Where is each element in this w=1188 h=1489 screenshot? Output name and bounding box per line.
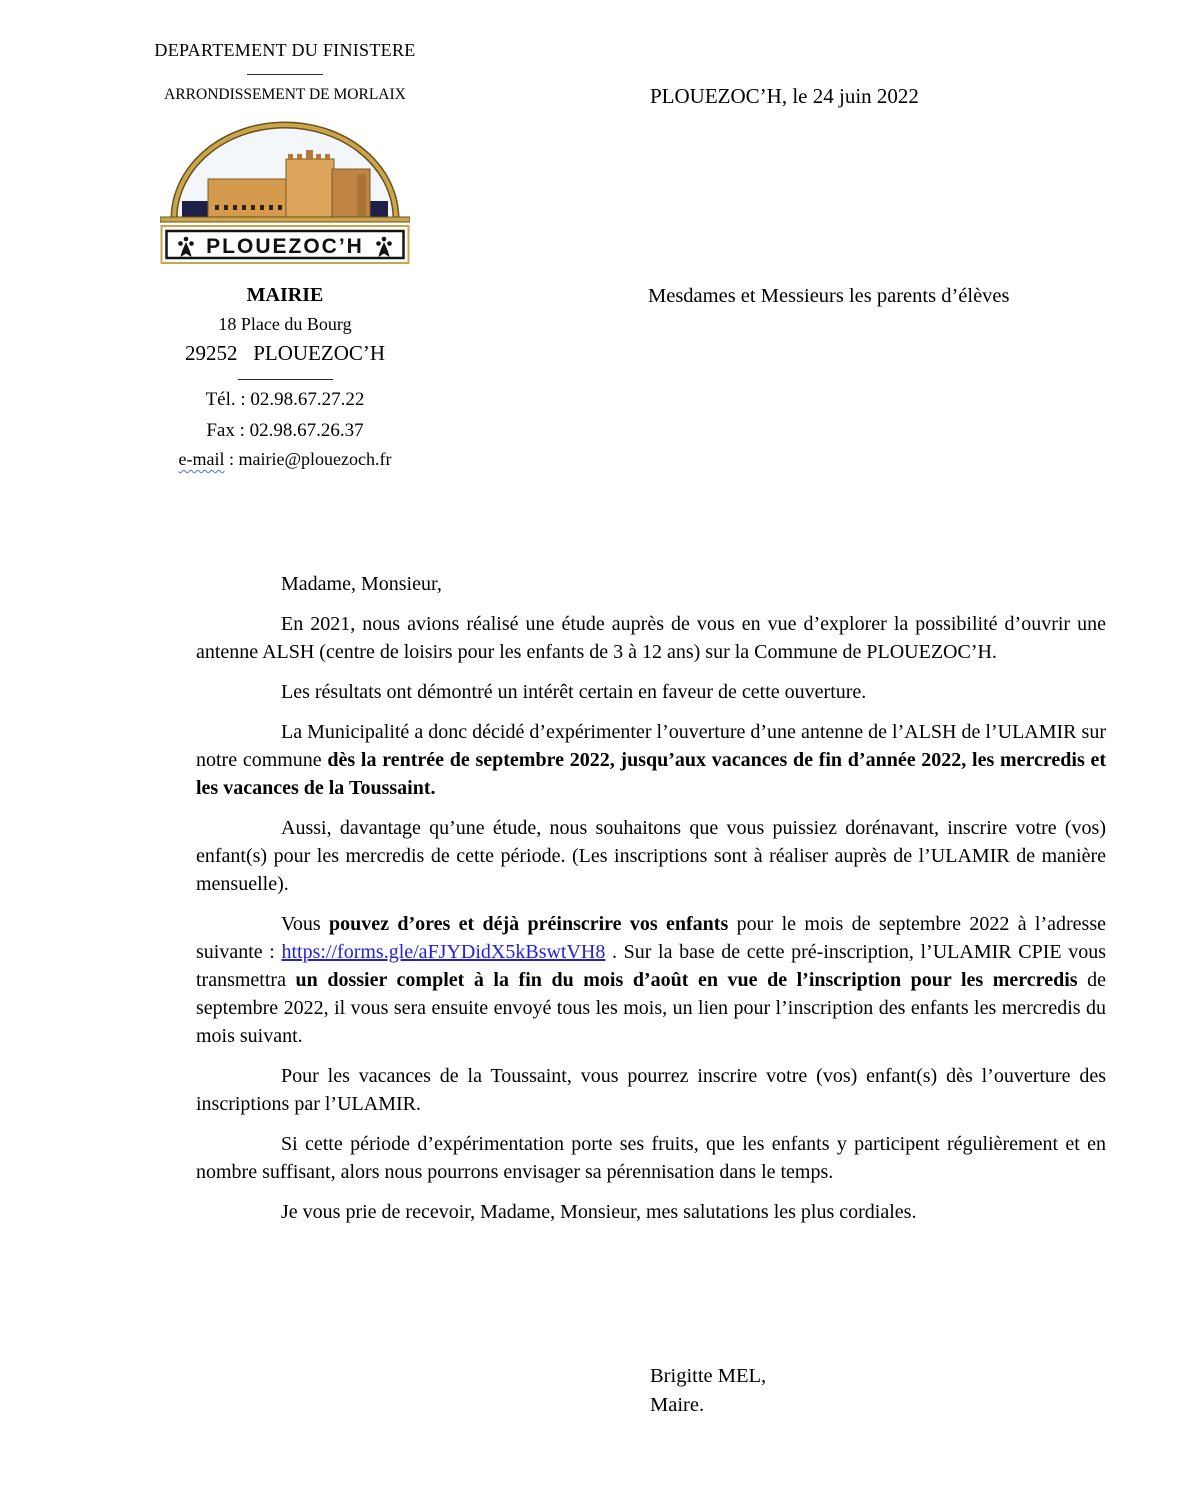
text-segment: de septembre 2022, il vous sera ensuite envoyé tous les mois, un lien pour l’inscription des enfants les mercredis du mois suivant. <box>196 969 1106 1047</box>
email-line <box>140 449 430 470</box>
department-title: DEPARTEMENT DU FINISTERE <box>154 40 416 60</box>
signature-role: Maire. <box>650 1394 705 1416</box>
paragraph-decision <box>196 718 1106 802</box>
salutation: Madame, Monsieur, <box>281 573 442 595</box>
address-line-2: 29252 PLOUEZOC’H <box>184 341 386 365</box>
text-segment: La Municipalité a donc décidé d’expérimenter l’ouverture d’une antenne de l’ALSH de l’ULAMIR sur notre commune <box>196 721 1106 771</box>
paragraph-results: Les résultats ont démontré un intérêt certain en faveur de cette ouverture. <box>281 681 867 703</box>
text-segment-bold: un dossier complet à la fin du mois d’août en vue de l’inscription pour les mercredis <box>295 969 1078 991</box>
email-word: e-mail <box>178 449 225 469</box>
logo-banner-label: PLOUEZOC’H <box>206 235 364 258</box>
address-line-1: 18 Place du Bourg <box>218 314 352 334</box>
divider <box>238 379 333 380</box>
recipient-line: Mesdames et Messieurs les parents d’élèves <box>648 285 1010 307</box>
paragraph-inscriptions: Aussi, davantage qu’une étude, nous souhaitons que vous puissiez dorénavant, inscrire votre (vos) enfant(s) pour les mercredis de cette période. (Les inscriptions sont à réaliser auprès de l’ULAMIR de manière mensuelle). <box>196 817 1106 895</box>
castle-shadow <box>357 174 366 216</box>
text-segment: . Sur la base de cette pré-inscription, l’ULAMIR CPIE vous transmettra <box>196 941 1106 991</box>
letterhead <box>140 40 430 470</box>
paragraph-toussaint: Pour les vacances de la Toussaint, vous pourrez inscrire votre (vos) enfant(s) dès l’ouverture des inscriptions par l’ULAMIR. <box>196 1065 1106 1115</box>
commune-logo <box>160 119 410 269</box>
closing-formula: Je vous prie de recevoir, Madame, Monsieur, mes salutations les plus cordiales. <box>281 1201 917 1223</box>
arrondissement-title: ARRONDISSEMENT DE MORLAIX <box>164 86 406 103</box>
signature-name: Brigitte MEL, <box>650 1365 767 1387</box>
dateline: PLOUEZOC’H, le 24 juin 2022 <box>650 84 919 108</box>
signature-block <box>650 1362 766 1420</box>
paragraph-preinscription <box>196 910 1106 1050</box>
paragraph-perennisation: Si cette période d’expérimentation porte ses fruits, que les enfants y participent régulièrement et en nombre suffisant, alors nous pourrons envisager sa pérennisation dans le temps. <box>196 1133 1106 1183</box>
paragraph-study: En 2021, nous avions réalisé une étude auprès de vous en vue d’explorer la possibilité d’ouvrir une antenne ALSH (centre de loisirs pour les enfants de 3 à 12 ans) sur la Commune de PLOUEZOC’H. <box>196 613 1106 663</box>
text-segment: pour le mois de septembre 2022 à l’adresse suivante : <box>196 913 1106 963</box>
phone-line: Tél. : 02.98.67.27.22 <box>205 389 365 410</box>
text-segment-bold: dès la rentrée de septembre 2022, jusqu’aux vacances de fin d’année 2022, les mercredis et les vacances de la Toussaint. <box>196 749 1107 799</box>
fax-line: Fax : 02.98.67.26.37 <box>206 420 364 441</box>
mairie-title: MAIRIE <box>246 284 324 306</box>
email-address: : mairie@plouezoch.fr <box>224 449 392 469</box>
text-segment: Vous <box>281 913 329 935</box>
logo-ground-line <box>160 217 410 222</box>
commune-logo-graphic <box>160 119 410 269</box>
preinscription-form-link[interactable]: https://forms.gle/aFJYDidX5kBswtVH8 <box>281 941 606 963</box>
divider <box>247 74 323 75</box>
letter-body <box>196 570 1106 1238</box>
text-segment-bold: pouvez d’ores et déjà préinscrire vos enfants <box>329 913 729 935</box>
